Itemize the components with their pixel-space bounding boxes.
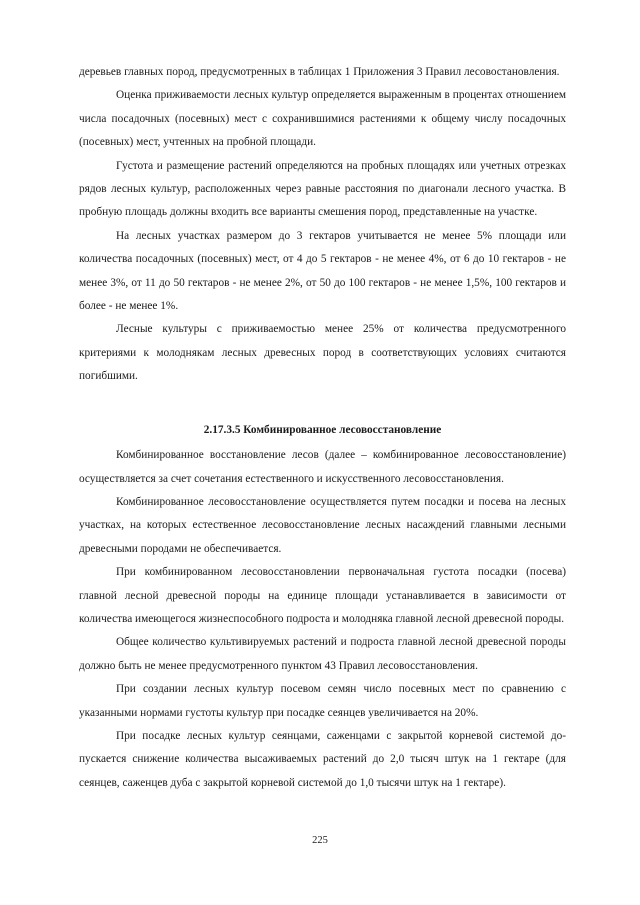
paragraph-seeding-increase: При создании лесных культур посевом семян число посевных мест по сравнению с указанными нормами густоты культур при посадке сеянцев увеличивается на 20%. bbox=[79, 683, 566, 719]
paragraph-dead-cultures: Лесные культуры с приживаемостью менее 25% от количества предусмотренного критериями к молоднякам лесных древесных пород в соответствующих условиях считаются погибшими. bbox=[79, 323, 566, 383]
document-body bbox=[79, 61, 566, 795]
paragraph-total-plants: Общее количество культивируемых растений и подроста главной лесной древесной породы должно быть не менее предусмотренного пунктом 43 Правил лесовосстановления. bbox=[79, 636, 566, 672]
paragraph-density-placement: Густота и размещение растений определяются на пробных площадях или учетных отрезках рядов лесных культур, расположенных через равные расстояния по диагонали лесного участка. В пробную площадь должны входить все варианты смешения пород, представленные на участке. bbox=[79, 159, 566, 219]
section-heading: 2.17.3.5 Комбинированное лесовосстановление bbox=[203, 423, 442, 436]
paragraph-combined-definition: Комбинированное восстановление лесов (далее – комбинированное лесовосстановление) осуществляется за счет сочетания естественного и искусственного лесовосстановления. bbox=[79, 449, 566, 485]
page-number: 225 bbox=[312, 835, 328, 846]
paragraph-seedling-reduction: При посадке лесных культур сеянцами, саженцами с закрытой корневой системой допускается снижение количества высаживаемых растений до 2,0 тысяч штук на 1 гектаре (для сеянцев, саженцев дуба с закрытой корневой системой до 1,0 тысячи штук на 1 гектаре). bbox=[79, 729, 566, 789]
paragraph-sampling-rates: На лесных участках размером до 3 гектаров учитывается не менее 5% площади или количества посадочных (посевных) мест, от 4 до 5 гектаров - не менее 4%, от 6 до 10 гектаров - не менее 3%, от 11 до 50 гектаров - не менее 2%, от 50 до 100 гектаров - не менее 1,5%, 100 гектаров и более - не менее 1%. bbox=[79, 229, 566, 313]
paragraph-continuation: деревьев главных пород, предусмотренных в таблицах 1 Приложения 3 Правил лесовостановления. bbox=[79, 66, 560, 78]
paragraph-combined-method: Комбинированное лесовосстановление осуществляется путем посадки и посева на лесных участках, на которых естественное лесовосстановление лесных насаждений главными лесными древесными породами не обеспечивается. bbox=[79, 495, 566, 555]
paragraph-initial-density: При комбинированном лесовосстановлении первоначальная густота посадки (посева) главной лесной древесной породы на единице площади устанавливается в зависимости от количества имеющегося жизнеспособного подроста и молодняка главной лесной древесной породы. bbox=[79, 566, 566, 625]
paragraph-survival-assessment: Оценка приживаемости лесных культур определяется выраженным в процентах отношением числа посадочных (посевных) мест с сохранившимися растениями к общему числу посадочных (посевных) мест, учтенных на пробной площади. bbox=[79, 89, 566, 149]
